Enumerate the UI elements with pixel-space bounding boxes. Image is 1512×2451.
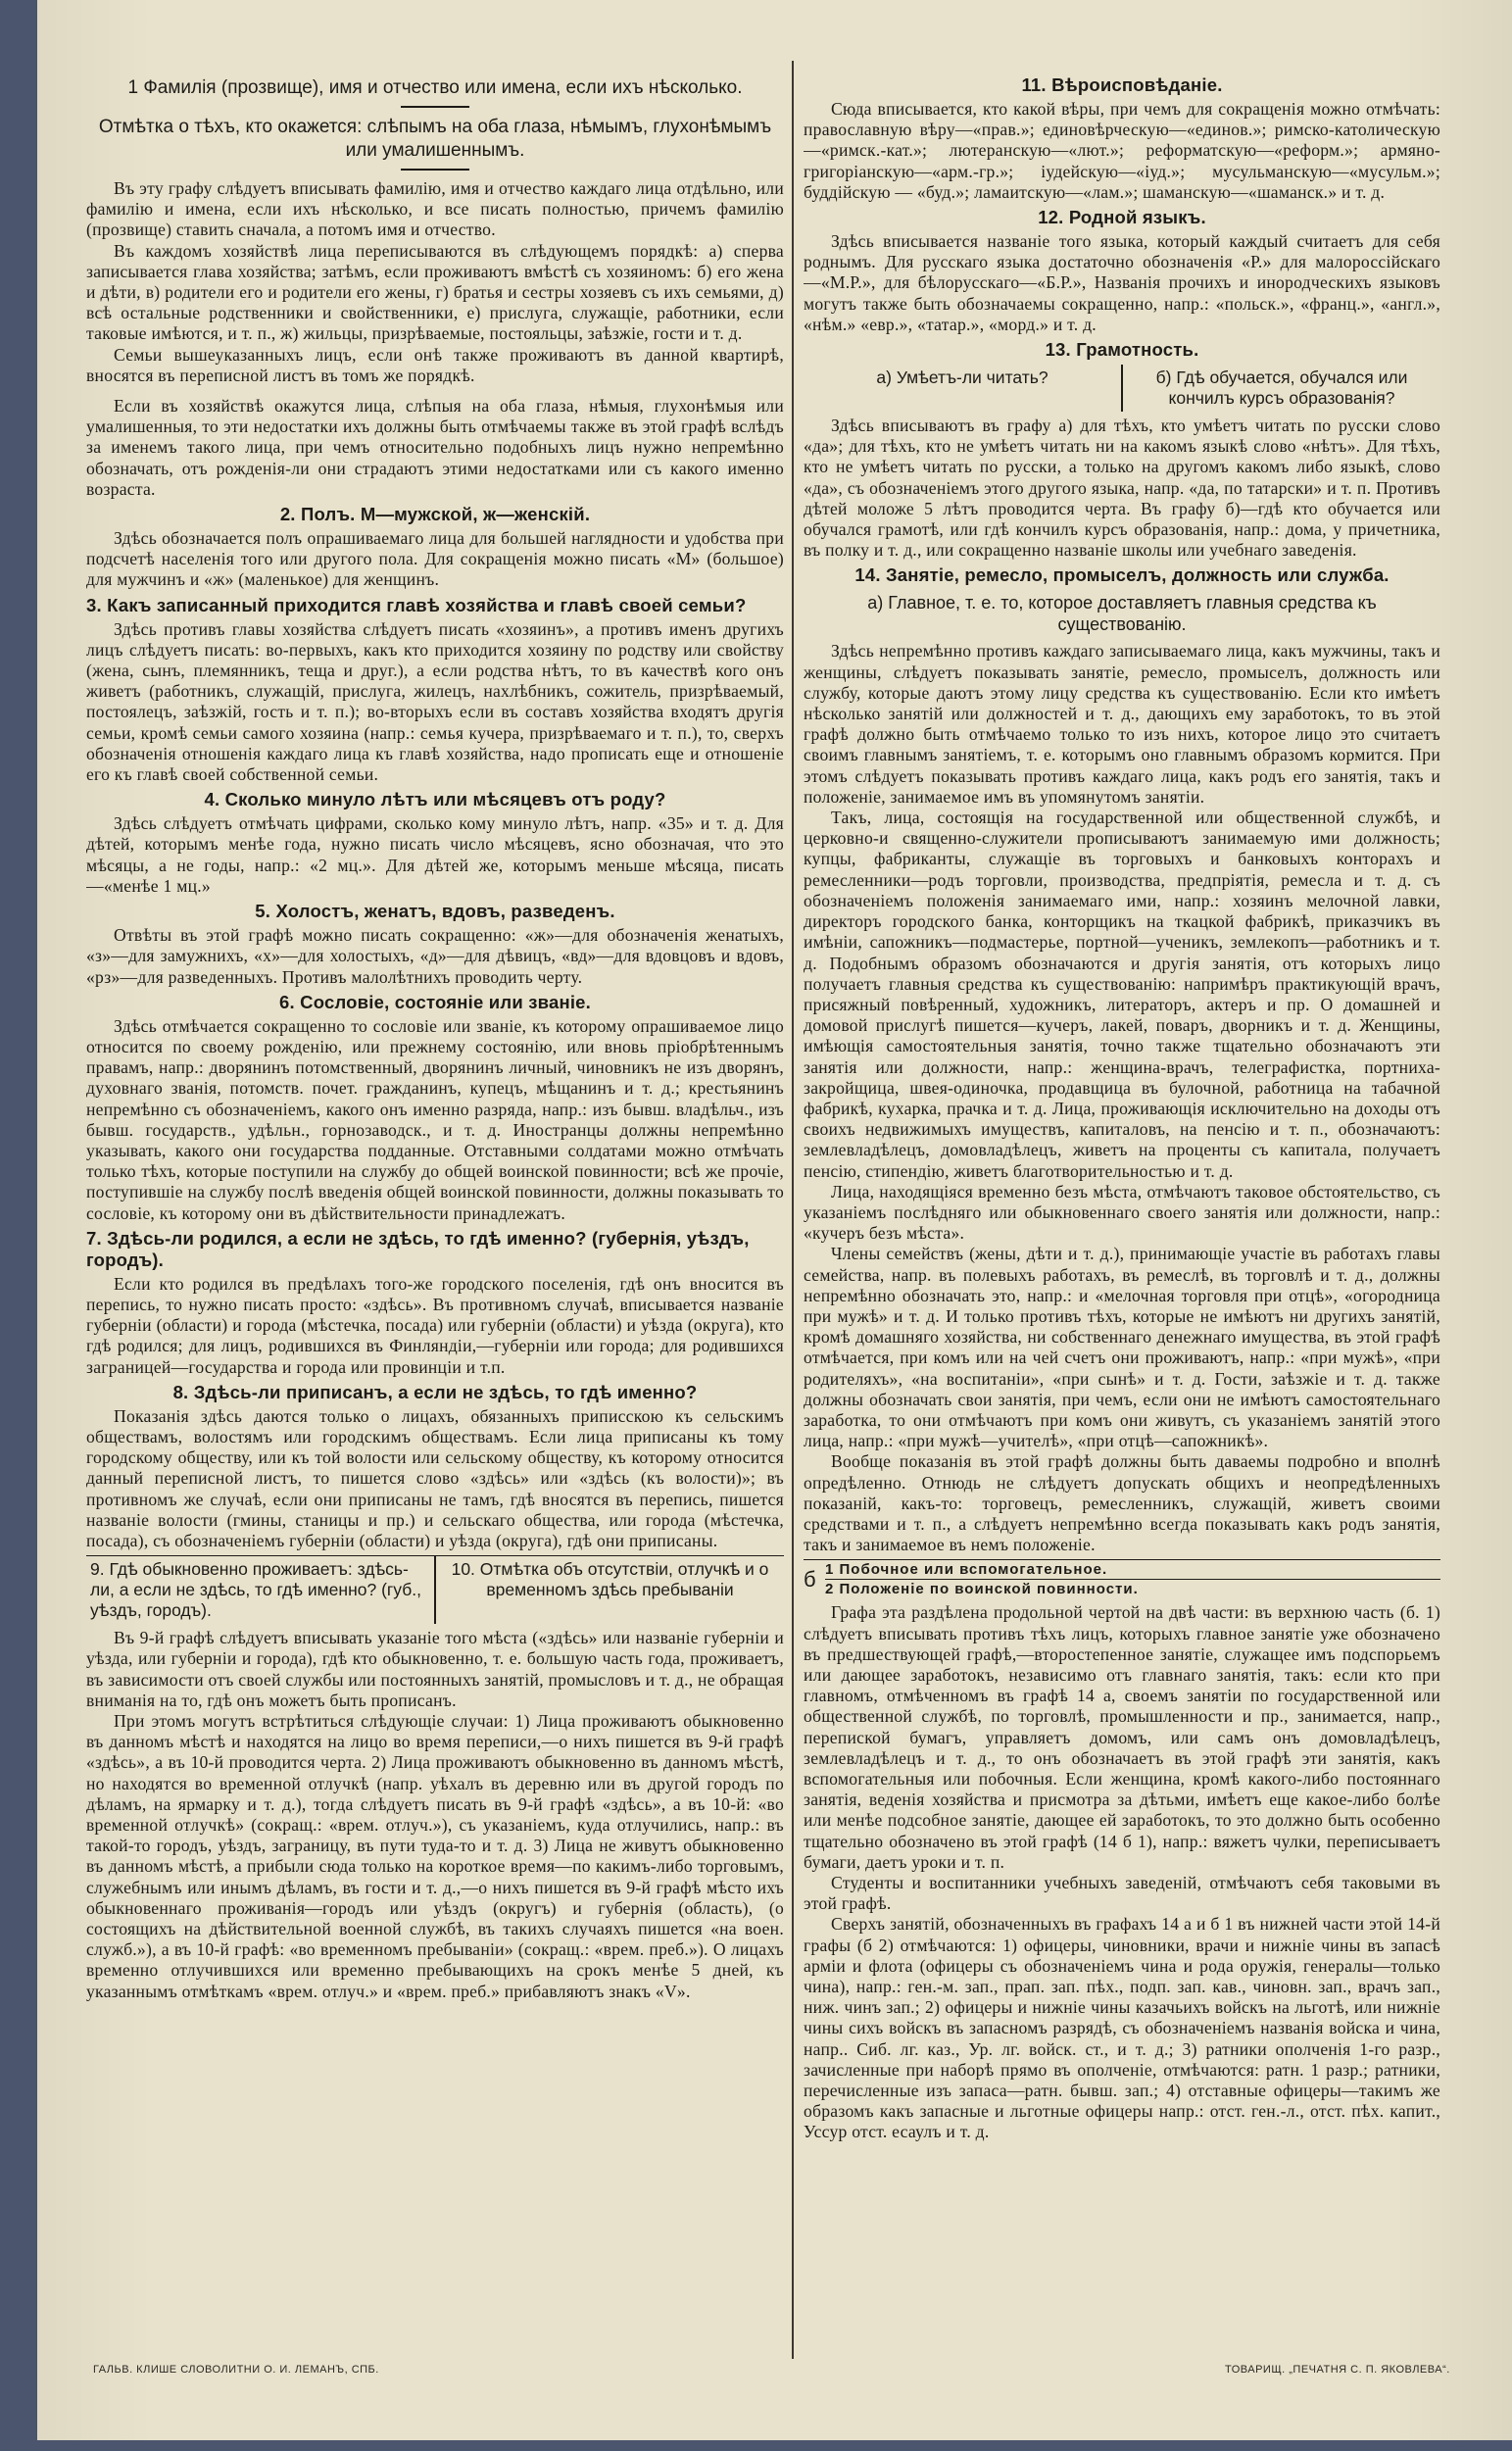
section-14-heading: 14. Занятіе, ремесло, промыселъ, должность или служба. xyxy=(854,564,1390,586)
paragraph: Если кто родился въ предѣлахъ того-же городского поселенія, гдѣ онъ вносится въ перепись, то нужно писать просто: «здѣсь». Въ противномъ случаѣ, вписывается названіе губерніи (области) и города (мѣстечка, посада) или губерніи (области) и уѣзда (округа), кто гдѣ родился; для лицъ, родившихся въ Финляндіи,—губерніи или города; для родившихся заграницей—государства и города или провинціи и т.п. xyxy=(86,1273,784,1377)
paragraph: При этомъ могутъ встрѣтиться слѣдующіе случаи: 1) Лица проживаютъ обыкновенно въ данномъ мѣстѣ и находятся на лицо во время переписи,—о нихъ пишется въ 9-й графѣ «здѣсь», а въ 10-й проводится черта. 2) Лица проживаютъ обыкновенно въ данномъ мѣстѣ, но находятся во временной отлучкѣ (напр. уѣхалъ въ деревню или въ другой городъ по дѣламъ, на ярмарку и т. д.), тогда слѣдуетъ писать въ 9-й графѣ «здѣсь», а въ 10-й: «во временной отлучкѣ» (сокращ.: «врем. отлуч.»), съ указаніемъ, куда отлучились, напр.: въ такой-то городъ, уѣздъ, заграницу, въ пути туда-то и т. д. 3) Лица не живутъ обыкновенно въ данномъ мѣстѣ, а прибыли сюда только на короткое время—по какимъ-либо торговымъ, служебнымъ или инымъ дѣламъ, въ гости и т. д.,—о нихъ пишется въ 9-й графѣ мѣсто ихъ обыкновеннаго проживанія—городъ или уѣздъ (округъ) и губернія (область), (о состоящихъ на дѣйствительной военной службѣ, въ такихъ случаяхъ пишется «на воен. служб.»), а въ 10-й графѣ: «во временномъ пребываніи» (сокращ.: «врем. преб.»). О лицахъ временно отлучившихся или временно пребывающихъ на срокъ менѣе 5 дней, къ указаннымъ отмѣткамъ «врем. отлуч.» и «врем. преб.» прибавляютъ знакъ «V». xyxy=(86,1710,784,2001)
section-1-subheading: Отмѣтка о тѣхъ, кто окажется: слѣпымъ на оба глаза, нѣмымъ, глухонѣмымъ или умалишеннымъ. xyxy=(98,117,772,161)
section-8-heading: 8. Здѣсь-ли приписанъ, а если не здѣсь, то гдѣ именно? xyxy=(172,1381,698,1402)
paragraph: Сюда вписывается, кто какой вѣры, при чемъ для сокращенія можно отмѣчать: православную вѣру—«прав.»; единовѣрческую—«единов.»; римско-католическую—«римск.-кат.»; лютеранскую—«лют.»; реформатскую—«реформ.»; армяно-григоріанскую—«арм.-гр.»; іудейскую—«іуд.»; мусульманскую—«мусульм.»; буддійскую — «буд.»; ламаитскую—«лам.»; шаманскую—«шаманск.» и т. д. xyxy=(804,99,1440,202)
section-5-heading: 5. Холостъ, женатъ, вдовъ, разведенъ. xyxy=(255,901,615,922)
right-column xyxy=(804,71,1440,2359)
section-11-heading: 11. Вѣроисповѣданіе. xyxy=(1021,74,1223,95)
paragraph: Здѣсь отмѣчается сокращенно то сословіе или званіе, къ которому опрашиваемое лицо относится по своему рожденію, или прежнему состоянію, или вновь пріобрѣтеннымъ правамъ, напр.: дворянинъ потомственный, дворянинъ личный, чиновникъ не изъ дворянъ, духовнаго званія, потомств. почет. гражданинъ, купецъ, мѣщанинъ и т. д.; крестьянинъ непремѣнно съ обозначеніемъ, какого онъ именно разряда, напр.: изъ бывш. владѣльч., изъ бывш. государств., удѣльн., горнозаводск., и т. д. Иностранцы должны непремѣнно указывать, какого они государства подданные. Отставными солдатами можно отмѣчать только тѣхъ, которые поступили на службу до общей воинской повинности; всѣ же прочіе, поступившіе на службу послѣ введенія общей воинской повинности, должны показывать то сословіе, къ которому они въ дѣйствительности принадлежатъ. xyxy=(86,1015,784,1223)
section-14a-heading: а) Главное, т. е. то, которое доставляетъ главныя средства къ существованію. xyxy=(867,593,1377,635)
paragraph: Члены семействъ (жены, дѣти и т. д.), принимающіе участіе въ работахъ главы семейства, напр. въ полевыхъ работахъ, въ ремеслѣ, въ торговлѣ и т. д., должны непремѣнно обозначать это, напр.: и «мелочная торговля при отцѣ», «огородница при мужѣ» и т. д. И только противъ тѣхъ, которые не имѣютъ ни другихъ занятій, кромѣ домашняго хозяйства, ни собственнаго денежнаго имущества, въ этой графѣ отмѣчается, при комъ или на чей счетъ они проживаютъ, напр.: «при мужѣ», «при родителяхъ», «на воспитаніи», «при сынѣ» и т. д. Гости, заѣзжіе и т. д. также должны обозначать свои занятія, при чемъ, если они не имѣютъ самостоятельнаго заработка, то они отмѣчаютъ при комъ они живутъ, съ указаніемъ занятій этого лица, напр.: «при мужѣ—учителѣ», «при отцѣ—сапожникѣ». xyxy=(804,1244,1440,1451)
section-14b2-heading: 2 Положеніе по воинской повинности. xyxy=(825,1579,1440,1598)
section-7-heading: 7. Здѣсь-ли родился, а если не здѣсь, то гдѣ именно? (губернія, уѣздъ, городъ). xyxy=(86,1227,750,1270)
paragraph: Графа эта раздѣлена продольной чертой на двѣ части: въ верхнюю часть (б. 1) слѣдуетъ вписывать противъ тѣхъ лицъ, которыхъ главное занятіе уже обозначено въ предшествующей графѣ,—второстепенное занятіе, служащее имъ подспорьемъ или дающее заработокъ, независимо отъ главнаго занятія, такъ: если кто при главномъ, отмѣченномъ въ графѣ 14 а, своемъ занятіи по государственной или общественной службѣ, по торговлѣ, промышленности и пр., занимается, напр., перепиской бумагъ, управляетъ домомъ, или самъ онъ домовладѣлецъ, землевладѣлецъ и т. д., то онъ обозначаетъ въ этой графѣ эти занятія, какъ вспомогательныя или побочныя. Если женщина, кромѣ какого-либо постояннаго занятія, веденія хозяйства и присмотра за дѣтьми, имѣетъ еще какое-либо болѣе или менѣе подсобное занятіе, дающее ей заработокъ, то это должно быть особенно тщательно обозначено въ этой графѣ (14 б 1), напр.: вяжетъ чулки, переписываетъ бумаги, даетъ уроки и т. п. xyxy=(804,1602,1440,1872)
section-9-10-heading xyxy=(86,1555,784,1624)
section-4-heading: 4. Сколько минуло лѣтъ или мѣсяцевъ отъ роду? xyxy=(204,789,666,810)
section-1-heading: 1 Фамилія (прозвище), имя и отчество или имена, если ихъ нѣсколько. xyxy=(127,77,743,98)
paragraph: Въ эту графу слѣдуетъ вписывать фамилію, имя и отчество каждаго лица отдѣльно, или фамилію и имена, если ихъ нѣсколько, и все писать полностью, причемъ фамилію (прозвище) ставить сначала, а потомъ имя и отчество. xyxy=(86,178,784,240)
paragraph: Здѣсь противъ главы хозяйства слѣдуетъ писать «хозяинъ», а противъ именъ другихъ лицъ слѣдуетъ писать: во-первыхъ, какъ кто приходится хозяину по родству или свойству (жена, сынъ, племянникъ, теща и друг.), а если родства нѣтъ, то въ качествѣ кого онъ живетъ (работникъ, служащій, прислуга, жилецъ, нахлѣбникъ, сожитель, призрѣваемый, постоялецъ, заѣзжій, гость и т. п.); во-вторыхъ если въ составъ хозяйства входятъ другія семьи, кромѣ семьи самого хозяина (напр.: семья кучера, призрѣваемаго и т. п.), то, сверхъ обозначенія отношенія каждаго лица къ главѣ хозяйства, надо прописать еще и отношеніе его къ главѣ своей собственной семьи. xyxy=(86,618,784,785)
paragraph: Семьи вышеуказанныхъ лицъ, если онѣ также проживаютъ въ данной квартирѣ, вносятся въ переписной листъ въ томъ же порядкѣ. xyxy=(86,344,784,385)
left-column xyxy=(86,71,784,2359)
paragraph: Въ каждомъ хозяйствѣ лица переписываются въ слѣдующемъ порядкѣ: а) сперва записывается глава хозяйства; затѣмъ, если проживаютъ вмѣстѣ съ хозяиномъ: б) его жена и дѣти, в) родители его и родители его жены, г) братья и сестры хозяевъ съ ихъ семьями, д) всѣ остальные родственники и свойственники, е) прислуга, служащіе, работники, если таковые имѣются, и т. п., ж) жильцы, призрѣваемые, постояльцы, заѣзжіе, гости и т. д. xyxy=(86,240,784,344)
paragraph: Такъ, лица, состоящія на государственной или общественной службѣ, и церковно-и священно-служители прописываютъ занимаемую ими должность; купцы, фабриканты, служащіе въ торговыхъ и банковыхъ конторахъ и ремесленники—родъ торговли, производства, предпріятія, ремесла и т. д. съ обозначеніемъ положенія занимаемаго ими, напр.: хозяинъ мелочной лавки, директоръ городского банка, конторщикъ на ткацкой фабрикѣ, приказчикъ въ имѣніи, сапожникъ—подмастерье, портной—ученикъ, землекопъ—работникъ и т. д. Подобнымъ образомъ обозначаются и другія занятія, отъ которыхъ лицо получаетъ главныя средства къ существованію: напримѣръ практикующій врачъ, присяжный повѣренный, художникъ, литераторъ, актеръ и пр. О домашней и домовой прислугѣ пишется—кучеръ, лакей, поваръ, дворникъ и т. д. Женщины, имѣющія самостоятельныя занятія, точно также тщательно обозначаютъ эти занятія или должности, напр.: женщина-врачъ, телеграфистка, портниха-закройщица, швея-одиночка, продавщица въ булочной, работница на табачной фабрикѣ, кухарка, прачка и т. д. Лица, проживающія исключительно на доходы отъ своихъ недвижимыхъ имуществъ, капиталовъ, на пенсію и т. п., обозначаютъ: землевладѣлецъ, домовладѣлецъ, живетъ на проценты съ капитала, получаетъ пенсію, стипендію, живетъ благотворительностью и т. д. xyxy=(804,808,1440,1181)
paragraph: Студенты и воспитанники учебныхъ заведеній, отмѣчаютъ себя таковыми въ этой графѣ. xyxy=(804,1873,1440,1914)
paragraph: Лица, находящіяся временно безъ мѣста, отмѣчаютъ таковое обстоятельство, съ указаніемъ послѣдняго или обыкновеннаго своего занятія или должности, напр.: «кучеръ безъ мѣста». xyxy=(804,1181,1440,1244)
printer-credit-right: ТОВАРИЩ. „ПЕЧАТНЯ С. П. ЯКОВЛЕВА“. xyxy=(1225,2364,1450,2376)
section-9-heading: 9. Гдѣ обыкновенно проживаетъ: здѣсь-ли, а если не здѣсь, то гдѣ именно? (губ., уѣздъ, городъ). xyxy=(90,1559,421,1621)
section-12-heading: 12. Родной языкъ. xyxy=(1038,207,1206,228)
section-2-heading: 2. Полъ. М—мужской, ж—женскій. xyxy=(279,504,591,525)
section-13b-heading: б) Гдѣ обучается, обучался или кончилъ курсъ образованія? xyxy=(1121,365,1440,412)
paragraph: Сверхъ занятій, обозначенныхъ въ графахъ 14 а и б 1 въ нижней части этой 14-й графы (б 2) отмѣчаются: 1) офицеры, чиновники, врачи и нижніе чины въ запасѣ арміи и флота (офицеры съ обозначеніемъ чина и рода оружія, генералы—только чина), напр.: ген.-м. зап., прап. зап. пѣх., подп. зап. кав., чиновн. зап., врачъ зап., ниж. чинъ зап.; 2) офицеры и нижніе чины казачьихъ войскъ на льготѣ, или нижніе чины сихъ войскъ въ запасномъ разрядѣ, съ обозначеніемъ названія войска и чина, напр.. Сиб. лг. каз., Ур. лг. войск. ст., и т. д.; 3) ратники ополченія 1-го разр., зачисленные при наборѣ прямо въ ополченіе, отмѣчаются: ратн. 1 разр.; ратники, перечисленные изъ запаса—ратн. бывш. зап.; 4) отставные офицеры—такимъ же образомъ какъ запасные и льготные офицеры напр.: отст. ген.-л., отст. пѣх. капит., Уссур отст. есаулъ и т. д. xyxy=(804,1914,1440,2142)
printer-credit-left: ГАЛЬВ. КЛИШЕ СЛОВОЛИТНИ О. И. ЛЕМАНЪ, СПБ. xyxy=(93,2364,379,2376)
heading-rule xyxy=(401,106,469,108)
paragraph: Здѣсь обозначается полъ опрашиваемаго лица для большей наглядности и удобства при подсчетѣ населенія того или другого пола. Для сокращенія можно писать «М» (большое) для мужчинъ и «ж» (маленькое) для женщинъ. xyxy=(86,528,784,590)
section-14b1-heading: 1 Побочное или вспомогательное. xyxy=(825,1561,1108,1579)
heading-rule xyxy=(401,169,469,171)
paragraph: Въ 9-й графѣ слѣдуетъ вписывать указаніе того мѣста («здѣсь» или названіе губерніи и уѣзда, или губерніи и города), гдѣ кто обыкновенно, т. е. большую часть года, проживаетъ, въ зависимости отъ своей службы или постоянныхъ занятій, промысловъ и т. д., не обращая вниманія на то, гдѣ онъ можетъ быть прописанъ. xyxy=(86,1628,784,1710)
section-13-heading: 13. Грамотность. xyxy=(1045,339,1199,361)
paragraph: Показанія здѣсь даются только о лицахъ, обязанныхъ приписскою къ сельскимъ обществамъ, волостямъ или городскимъ обществамъ. Если лица приписаны къ тому городскому обществу, или къ той волости или сельскому обществу, къ которому относится данный переписной листъ, то пишется слово «здѣсь» или «здѣсь (къ волости)»; въ противномъ же случаѣ, если они приписаны не тамъ, гдѣ вносятся въ перепись, пишется названіе волости (гмины, станицы и пр.) и сельскаго общества, или города (мѣстечка, посада), съ обозначеніемъ губерніи (области) и уѣзда (округа), гдѣ они приписаны. xyxy=(86,1405,784,1550)
paragraph: Вообще показанія въ этой графѣ должны быть даваемы подробно и вполнѣ опредѣленно. Отнюдь не слѣдуетъ допускать общихъ и неопредѣленныхъ показаній, какъ-то: торговецъ, ремесленникъ, служащій, живетъ своими средствами и т. п., а слѣдуетъ непремѣнно всегда показывать какъ родъ занятія, такъ и занимаемое въ немъ положеніе. xyxy=(804,1451,1440,1555)
paragraph: Отвѣты въ этой графѣ можно писать сокращенно: «ж»—для обозначенія женатыхъ, «з»—для замужнихъ, «х»—для холостыхъ, «д»—для дѣвицъ, «вд»—для вдовцовъ и вдовъ, «рз»—для разведенныхъ. Противъ малолѣтнихъ проводить черту. xyxy=(86,925,784,987)
section-13-subheadings xyxy=(804,365,1440,412)
section-10-heading: 10. Отмѣтка объ отсутствіи, отлучкѣ и о временномъ здѣсь пребываніи xyxy=(434,1556,784,1624)
section-3-heading: 3. Какъ записанный приходится главѣ хозяйства и главѣ своей семьи? xyxy=(86,594,747,615)
section-13a-heading: а) Умѣетъ-ли читать? xyxy=(876,368,1049,388)
section-14b-heading xyxy=(804,1559,1440,1598)
section-6-heading: 6. Сословіе, состояніе или званіе. xyxy=(278,991,591,1012)
paragraph: Здѣсь вписываютъ въ графу а) для тѣхъ, кто умѣетъ читать по русски слово «да»; для тѣхъ, кто не умѣетъ читать ни на какомъ языкѣ слово «нѣтъ». Для тѣхъ, кто не умѣетъ читать по русски, а только на другомъ какомъ либо языкѣ, слово «да», съ обозначеніемъ этого другого языка, напр. «да, по татарски» и т. п. Противъ дѣтей моложе 5 лѣтъ проводится черта. Въ графу б)—гдѣ кто обучается или обучался грамотѣ, или гдѣ кончилъ курсъ образованія, напр.: дома, у причетника, въ полку и т. д., или сокращенно названіе школы или учебнаго заведенія. xyxy=(804,416,1440,561)
paragraph: Здѣсь вписывается названіе того языка, который каждый считаетъ для себя роднымъ. Для русскаго языка достаточно обозначенія «Р.» для малороссійскаго—«М.Р.», для бѣлорусскаго—«Б.Р.», Названія прочихъ и инородческихъ языковъ могутъ также быть обозначаемы сокращенно, напр.: «польск.», «франц.», «англ.», «нѣм.» «евр.», «татар.», «морд.» и т. д. xyxy=(804,231,1440,334)
section-14b-letter: б xyxy=(804,1567,816,1593)
paragraph: Если въ хозяйствѣ окажутся лица, слѣпыя на оба глаза, нѣмыя, глухонѣмыя или умалишенныя, то эти недостатки ихъ должны быть отмѣчаемы также въ этой графѣ вслѣдъ за именемъ такого лица, при чемъ относительно подобныхъ лицъ нужно непремѣнно обозначать, отъ рожденія-ли они страдаютъ этими недостатками или съ какого именно возраста. xyxy=(86,396,784,499)
paragraph: Здѣсь непремѣнно противъ каждаго записываемаго лица, какъ мужчины, такъ и женщины, слѣдуетъ показывать занятіе, ремесло, промыселъ, должность или службу, которые даютъ этому лицу средства къ существованію. Если кто имѣетъ нѣсколько занятій или должностей и т. д., дающихъ ему заработокъ, то въ этой графѣ должно быть отмѣчаемо только то изъ нихъ, которое лицо это считаетъ своимъ главнымъ занятіемъ, т. е. которымъ оно главнымъ образомъ кормится. При этомъ слѣдуетъ показывать противъ каждаго лица, какъ родъ его занятія, такъ и положеніе, занимаемое имъ въ упомянутомъ занятіи. xyxy=(804,641,1440,807)
column-divider xyxy=(792,61,794,2359)
paragraph: Здѣсь слѣдуетъ отмѣчать цифрами, сколько кому минуло лѣтъ, напр. «35» и т. д. Для дѣтей, которымъ менѣе года, нужно писать число мѣсяцевъ, ясно обозначая, что это мѣсяцы, а не годы, напр.: «2 мц.». Для дѣтей же, которымъ меньше мѣсяца, писать—«менѣе 1 мц.» xyxy=(86,813,784,896)
